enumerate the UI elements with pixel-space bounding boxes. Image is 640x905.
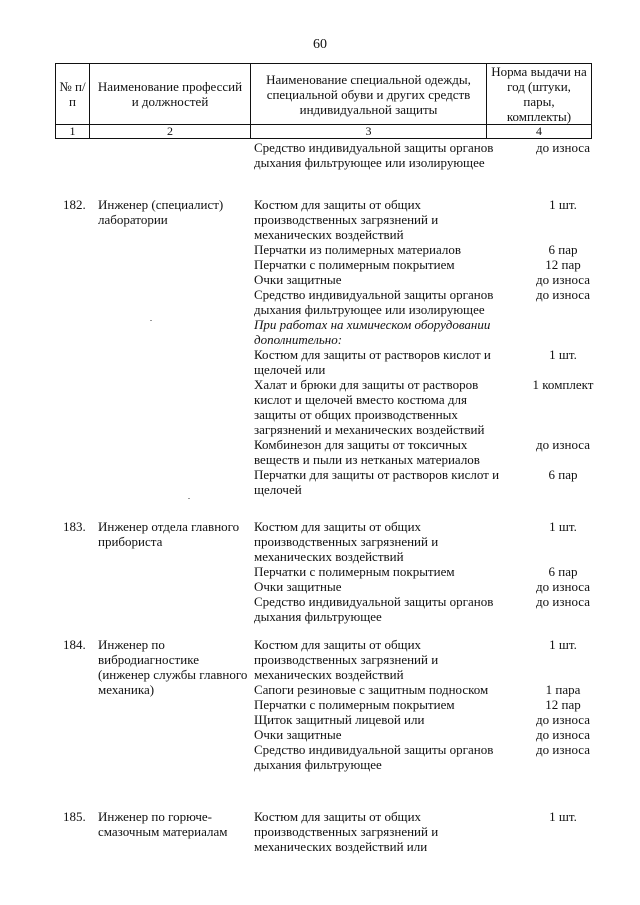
equipment-name: Костюм для защиты от растворов кислот и щелочей или [254, 347, 491, 377]
equipment-name: Очки защитные [254, 727, 342, 742]
equipment-item [254, 437, 590, 467]
column-header-profession: Наименование профессий и должностей [90, 64, 251, 125]
equipment-name: Средство индивидуальной защиты органов дыхания фильтрующее или изолирующее [254, 287, 494, 317]
page-number: 60 [313, 37, 327, 52]
equipment-name: Средство индивидуальной защиты органов дыхания фильтрующее [254, 742, 494, 772]
row-number: 185. [63, 809, 86, 824]
row-number: 182. [63, 197, 86, 212]
equipment-item [254, 347, 577, 377]
issue-norm: до износа [536, 272, 590, 287]
equipment-item [254, 579, 590, 594]
scan-speck [188, 498, 190, 499]
equipment-item [254, 697, 581, 712]
equipment-item [254, 377, 594, 437]
equipment-item [254, 637, 577, 682]
equipment-name: Костюм для защиты от общих производственных загрязнений и механических воздействий [254, 637, 439, 682]
equipment-item [254, 242, 578, 257]
column-header-number: № п/п [56, 64, 90, 125]
column-number-3: 3 [251, 125, 487, 139]
issue-norm: 6 пар [548, 467, 578, 482]
issue-norm: до износа [536, 579, 590, 594]
equipment-name: Средство индивидуальной защиты органов дыхания фильтрующее или изолирующее [254, 140, 494, 170]
issue-norm: до износа [536, 742, 590, 757]
equipment-name: Перчатки с полимерным покрытием [254, 257, 455, 272]
profession-name: Инженер отдела главного прибориста [98, 519, 240, 549]
equipment-item [254, 287, 590, 317]
equipment-name: Костюм для защиты от общих производственных загрязнений и механических воздействий [254, 197, 439, 242]
profession-name: Инженер (специалист) лаборатории [98, 197, 224, 227]
profession-name: Инженер по горюче-смазочным материалам [98, 809, 228, 839]
equipment-item [254, 467, 578, 497]
issue-norm: до износа [536, 712, 590, 727]
scan-speck [150, 320, 152, 321]
equipment-name: Перчатки с полимерным покрытием [254, 564, 455, 579]
equipment-item [254, 272, 590, 287]
table-header [55, 63, 592, 139]
equipment-item [254, 682, 581, 697]
issue-norm: 1 шт. [549, 637, 577, 652]
issue-norm: 1 шт. [549, 519, 577, 534]
issue-norm: 12 пар [545, 697, 581, 712]
issue-norm: 6 пар [548, 564, 578, 579]
equipment-name: При работах на химическом оборудовании дополнительно: [254, 317, 491, 347]
equipment-list [254, 637, 590, 772]
equipment-name: Средство индивидуальной защиты органов дыхания фильтрующее [254, 594, 494, 624]
equipment-item [254, 712, 590, 727]
row-number: 183. [63, 519, 86, 534]
equipment-list [254, 519, 590, 624]
equipment-item [254, 564, 578, 579]
equipment-list [254, 197, 594, 497]
row-number: 184. [63, 637, 86, 652]
equipment-name: Халат и брюки для защиты от растворов кислот и щелочей вместо костюма для защиты от общих производственных загрязнений и механических воздействий [254, 377, 485, 437]
issue-norm: до износа [536, 727, 590, 742]
column-header-equipment: Наименование специальной одежды, специальной обуви и других средств индивидуальной защиты [251, 64, 487, 125]
equipment-item [254, 727, 590, 742]
issue-norm: 1 комплект [532, 377, 594, 392]
column-number-1: 1 [56, 125, 90, 139]
equipment-list [254, 809, 577, 854]
equipment-name: Очки защитные [254, 579, 342, 594]
equipment-item [254, 519, 577, 564]
issue-norm: до износа [536, 287, 590, 302]
issue-norm: до износа [536, 437, 590, 452]
equipment-name: Перчатки с полимерным покрытием [254, 697, 455, 712]
equipment-item [254, 594, 590, 624]
equipment-name: Костюм для защиты от общих производственных загрязнений и механических воздействий или [254, 809, 439, 854]
equipment-name: Очки защитные [254, 272, 342, 287]
issue-norm: 1 шт. [549, 197, 577, 212]
issue-norm: до износа [536, 140, 590, 155]
issue-norm: 12 пар [545, 257, 581, 272]
issue-norm: 1 шт. [549, 347, 577, 362]
equipment-subheading [254, 317, 536, 347]
equipment-item [254, 257, 581, 272]
issue-norm: 1 шт. [549, 809, 577, 824]
equipment-name: Сапоги резиновые с защитным подноском [254, 682, 489, 697]
profession-name: Инженер по вибродиагностике (инженер службы главного механика) [98, 637, 248, 697]
issue-norm: 6 пар [548, 242, 578, 257]
issue-norm: 1 пара [545, 682, 581, 697]
column-header-norm: Норма выдачи на год (штуки, пары, комплекты) [487, 64, 592, 125]
equipment-list [254, 140, 590, 170]
equipment-item [254, 197, 577, 242]
equipment-name: Перчатки из полимерных материалов [254, 242, 462, 257]
column-number-2: 2 [90, 125, 251, 139]
equipment-item [254, 140, 590, 170]
column-number-4: 4 [487, 125, 592, 139]
equipment-name: Перчатки для защиты от растворов кислот и щелочей [254, 467, 500, 497]
equipment-name: Костюм для защиты от общих производственных загрязнений и механических воздействий [254, 519, 439, 564]
issue-norm: до износа [536, 594, 590, 609]
equipment-name: Щиток защитный лицевой или [254, 712, 425, 727]
equipment-item [254, 742, 590, 772]
equipment-item [254, 809, 577, 854]
equipment-name: Комбинезон для защиты от токсичных веществ и пыли из нетканых материалов [254, 437, 480, 467]
